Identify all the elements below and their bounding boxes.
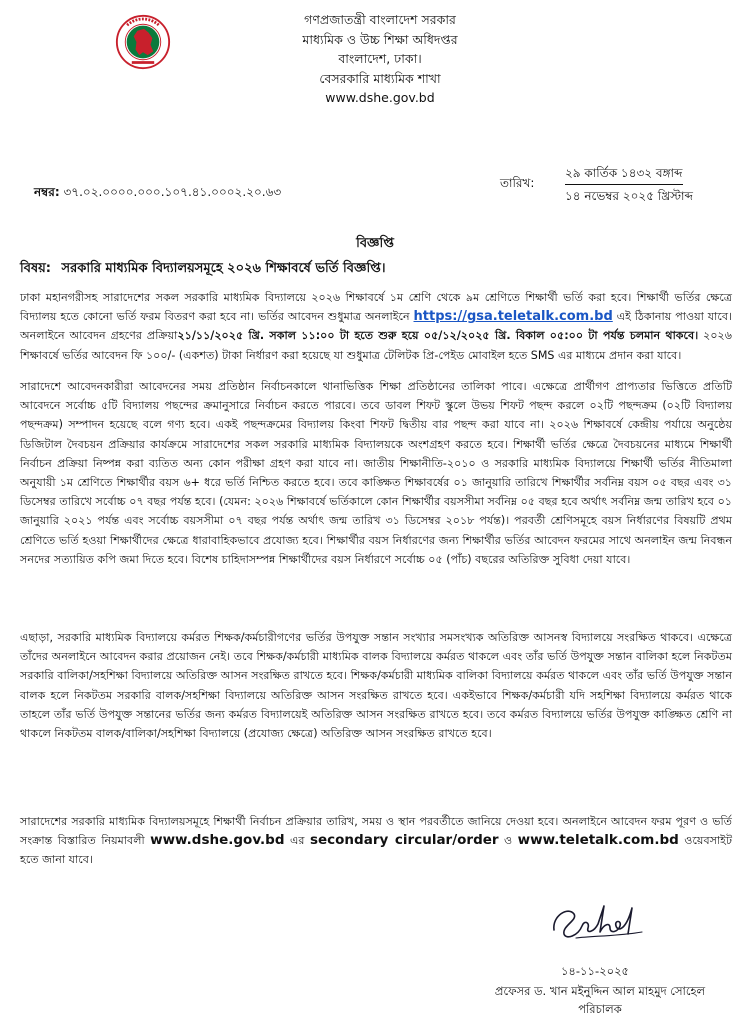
paragraph-staff-quota: এছাড়া, সরকারি মাধ্যমিক বিদ্যালয়ে কর্মরত শিক্ষক/কর্মচারীগণের ভর্তির উপযুক্ত সন্তান সংখ্যার সমসংখ্যক অতিরিক্ত আসনস্ব বিদ্যালয়ে সংরক্ষিত থাকবে। এক্ষেত্রে তাঁদের অনলাইনে আবেদন করার প্রয়োজন নেই। তবে শিক্ষক/কর্মচারী মাধ্যমিক বালক বিদ্যালয়ে কর্মরত থাকলে এবং তাঁর ভর্তি উপযুক্ত সন্তান বালিকা হলে নিকটতম সরকারি বালিকা/সহশিক্ষা বিদ্যালয়ে অতিরিক্ত আসন সংরক্ষিত রাখতে হবে। শিক্ষক/কর্মচারী মাধ্যমিক বালিকা বিদ্যালয়ে কর্মরত থাকলে এবং তাঁর ভর্তি উপযুক্ত সন্তান বালক হলে নিকটতম সরকারি বালক/সহশিক্ষা বিদ্যালয়ে অতিরিক্ত আসন সংরক্ষিত রাখতে হবে। একইভাবে শিক্ষক/কর্মচারী যদি সহশিক্ষা বিদ্যালয়ে কর্মরত থাকে তাহলে তাঁর ভর্তি উপযুক্ত সন্তানের ভর্তির জন্য কর্মরত বিদ্যালয়েই অতিরিক্ত আসন সংরক্ষিত রাখতে হবে। তবে কর্মরত বিদ্যালয়ে ভর্তির উপযুক্ত কাঙ্ক্ষিত শ্রেণি না থাকলে নিকটতম বালক/বালিকা/সহশিক্ষা বিদ্যালয়ে (প্রযোজ্য ক্ষেত্রে) অতিরিক্ত আসন সংরক্ষিত রাখতে হবে। [20,631,732,741]
date-divider [565,184,683,185]
p1-text-1: ঢাকা মহানগরীসহ সারাদেশের সকল সরকারি মাধ্যমিক বিদ্যালয়ে ২০২৬ শিক্ষাবর্ষে ১ম শ্রেণি থেকে ৯ম শ্রেণিতে শিক্ষার্থী ভর্তি করা হবে। শিক্ষার্থী ভর্তির ক্ষেত্রে বিদ্যালয় হতে কোনো ভর্তি ফরম বিতরণ করা হবে না। ভর্তির আবেদন শুধুমাত্র অনলাইনে [20,291,732,324]
subject-text: সরকারি মাধ্যমিক বিদ্যালয়সমূহে ২০২৬ শিক্ষাবর্ষে ভর্তি বিজ্ঞপ্তি। [61,261,386,276]
header-website: www.dshe.gov.bd [325,90,435,105]
date-block [565,163,693,206]
signatory-name: প্রফেসর ড. খান মইনুদ্দিন আল মাহমুদ সোহেল [494,984,706,998]
p1-text-3: ২০২৬ শিক্ষাবর্ষে ভর্তির আবেদন ফি ১০০/- (একশত) টাকা নির্ধারণ করা হয়েছে যা শুধুমাত্র টেলিটক প্রি-পেইড মোবাইল হতে SMS এর মাধ্যমে প্রদান করা যাবে। [20,329,732,362]
application-period: ২১/১১/২০২৫ খ্রি. সকাল ১১:০০ টা হতে শুরু হয়ে ০৫/১২/২০২৫ খ্রি. বিকাল ০৫:০০ টা পর্যন্ত চলমান থাকবে। [177,329,699,343]
signatory-title: পরিচালক [578,1002,622,1016]
signature-date: ১৪-১১-২০২৫ [560,964,630,978]
date-bangla: ২৯ কার্তিক ১৪৩২ বঙ্গাব্দ [565,166,683,180]
government-seal-logo [115,14,171,70]
dshe-website-link[interactable]: www.dshe.gov.bd [150,832,285,849]
notice-subject [20,259,386,280]
circular-order-path: secondary circular/order [309,832,499,849]
paragraph-admission-overview [20,288,732,365]
memo-number-value: ৩৭.০২.০০০০.০০০.১০৭.৪১.০০০২.২০.৬৩ [63,185,282,199]
memo-number-label: নম্বর: [34,185,60,199]
office-header [230,10,530,108]
paragraph-further-info [20,812,732,870]
header-government-name: গণপ্রজাতন্ত্রী বাংলাদেশ সরকার [304,12,456,27]
handwritten-signature [548,896,648,944]
admission-portal-link[interactable]: https://gsa.teletalk.com.bd [413,309,613,325]
date-label: তারিখ: [500,176,535,190]
signatory-block [470,982,730,1018]
p1-text-2: এই ঠিকানায় পাওয়া যাবে। অনলাইনে আবেদন গ্রহণের প্রক্রিয়া [20,310,732,343]
paragraph-selection-rules: সারাদেশে আবেদনকারীরা আবেদনের সময় প্রতিষ্ঠান নির্বাচনকালে থানাভিত্তিক শিক্ষা প্রতিষ্ঠানের তালিকা পাবে। এক্ষেত্রে প্রার্থীগণ প্রাপ্যতার ভিত্তিতে প্রতিটি আবেদনে সর্বোচ্চ ৫টি বিদ্যালয় পছন্দের ক্রমানুসারে নির্বাচন করতে পারবে। তবে ডাবল শিফট স্কুলে উভয় শিফট পছন্দ করলে ০২টি পছন্দক্রম (০২টি বিদ্যালয় পছন্দক্রম) সম্পাদন হয়েছে বলে গণ্য হবে। একই পছন্দক্রমের বিদ্যালয় কিংবা শিফট দ্বিতীয় বার পছন্দ করা যাবে না। ২০২৬ শিক্ষাবর্ষে কেন্দ্রীয় পর্যায়ে অনুষ্ঠেয় ডিজিটাল দৈবচয়ন প্রক্রিয়ার কার্যক্রমে সারাদেশের সকল সরকারি মাধ্যমিক বিদ্যালয়কে অংশগ্রহণ করতে হবে। শিক্ষার্থী ভর্তির ক্ষেত্রে দৈবচয়নের মাধ্যমে শিক্ষার্থী নির্বাচন প্রক্রিয়া নিষ্পন্ন করা ব্যতিত অন্য কোন পরীক্ষা গ্রহণ করা যাবে না। জাতীয় শিক্ষানীতি-২০১০ ও সরকারি মাধ্যমিক বিদ্যালয়ে শিক্ষার্থী ভর্তির নীতিমালা অনুযায়ী ১ম শ্রেণিতে শিক্ষার্থীর বয়স ৬+ ধরে ভর্তি নিশ্চিত করতে হবে। তবে কাঙ্ক্ষিত শিক্ষাবর্ষের ০১ জানুয়ারি তারিখে শিক্ষার্থীর সর্বনিম্ন বয়স ০৫ বছর এবং ৩১ ডিসেম্বর তারিখে সর্বোচ্চ ০৭ বছর পর্যন্ত হবে। (যেমন: ২০২৬ শিক্ষাবর্ষে ভর্তিকালে কোন শিক্ষার্থীর বয়সসীমা সর্বনিম্ন ০৫ বছর হবে অর্থাৎ সর্বনিম্ন জন্ম তারিখ হবে ০১ জানুয়ারি ২০২১ পর্যন্ত এবং সর্বোচ্চ বয়সসীমা ০৭ বছর পর্যন্ত অর্থাৎ জন্ম তারিখ ৩১ ডিসেম্বর ২০১৮ পর্যন্ত)। পরবর্তী শ্রেণিসমূহে বয়স নির্ধারণের বিষয়টি প্রথম শ্রেণিতে ভর্তি হওয়া শিক্ষার্থীদের ক্ষেত্রে ধারাবাহিকভাবে প্রযোজ্য হবে। শিক্ষার্থীর বয়স নির্ধারণের জন্য শিক্ষার্থীর ভর্তির আবেদন ফরমের সাথে অনলাইন জন্ম নিবন্ধন সনদের সত্যায়িত কপি জমা দিতে হবে। বিশেষ চাহিদাসম্পন্ন শিক্ষার্থীদের বয়স নির্ধারণে সর্বোচ্চ ০৫ (পাঁচ) বছরের অতিরিক্ত সুবিধা দেয়া যাবে। [20,380,732,566]
p4-text-2: এর [284,834,310,848]
memo-number [34,184,281,204]
date-english: ১৪ নভেম্বর ২০২৫ খ্রিস্টাব্দ [565,189,693,203]
teletalk-website-link[interactable]: www.teletalk.com.bd [517,832,679,849]
notice-title: বিজ্ঞপ্তি [356,236,394,251]
p4-text-4: ওয়েবসাইট হতে জানা যাবে। [20,834,732,867]
header-branch: বেসরকারি মাধ্যমিক শাখা [319,70,441,86]
header-directorate-name: মাধ্যমিক ও উচ্চ শিক্ষা অধিদপ্তর [302,31,458,47]
subject-label: বিষয়: [20,261,51,276]
p4-text-3: ও [498,834,518,848]
p4-text-1: সারাদেশের সরকারি মাধ্যমিক বিদ্যালয়সমূহে শিক্ষার্থী নির্বাচন প্রক্রিয়ার তারিখ, সময় ও স্থান পরবর্তীতে জানিয়ে দেওয়া হবে। অনলাইনে আবেদন ফরম পূরণ ও ভর্তি সংক্রান্ত বিস্তারিত নিয়মাবলী [20,815,732,848]
header-location: বাংলাদেশ, ঢাকা। [338,51,422,66]
